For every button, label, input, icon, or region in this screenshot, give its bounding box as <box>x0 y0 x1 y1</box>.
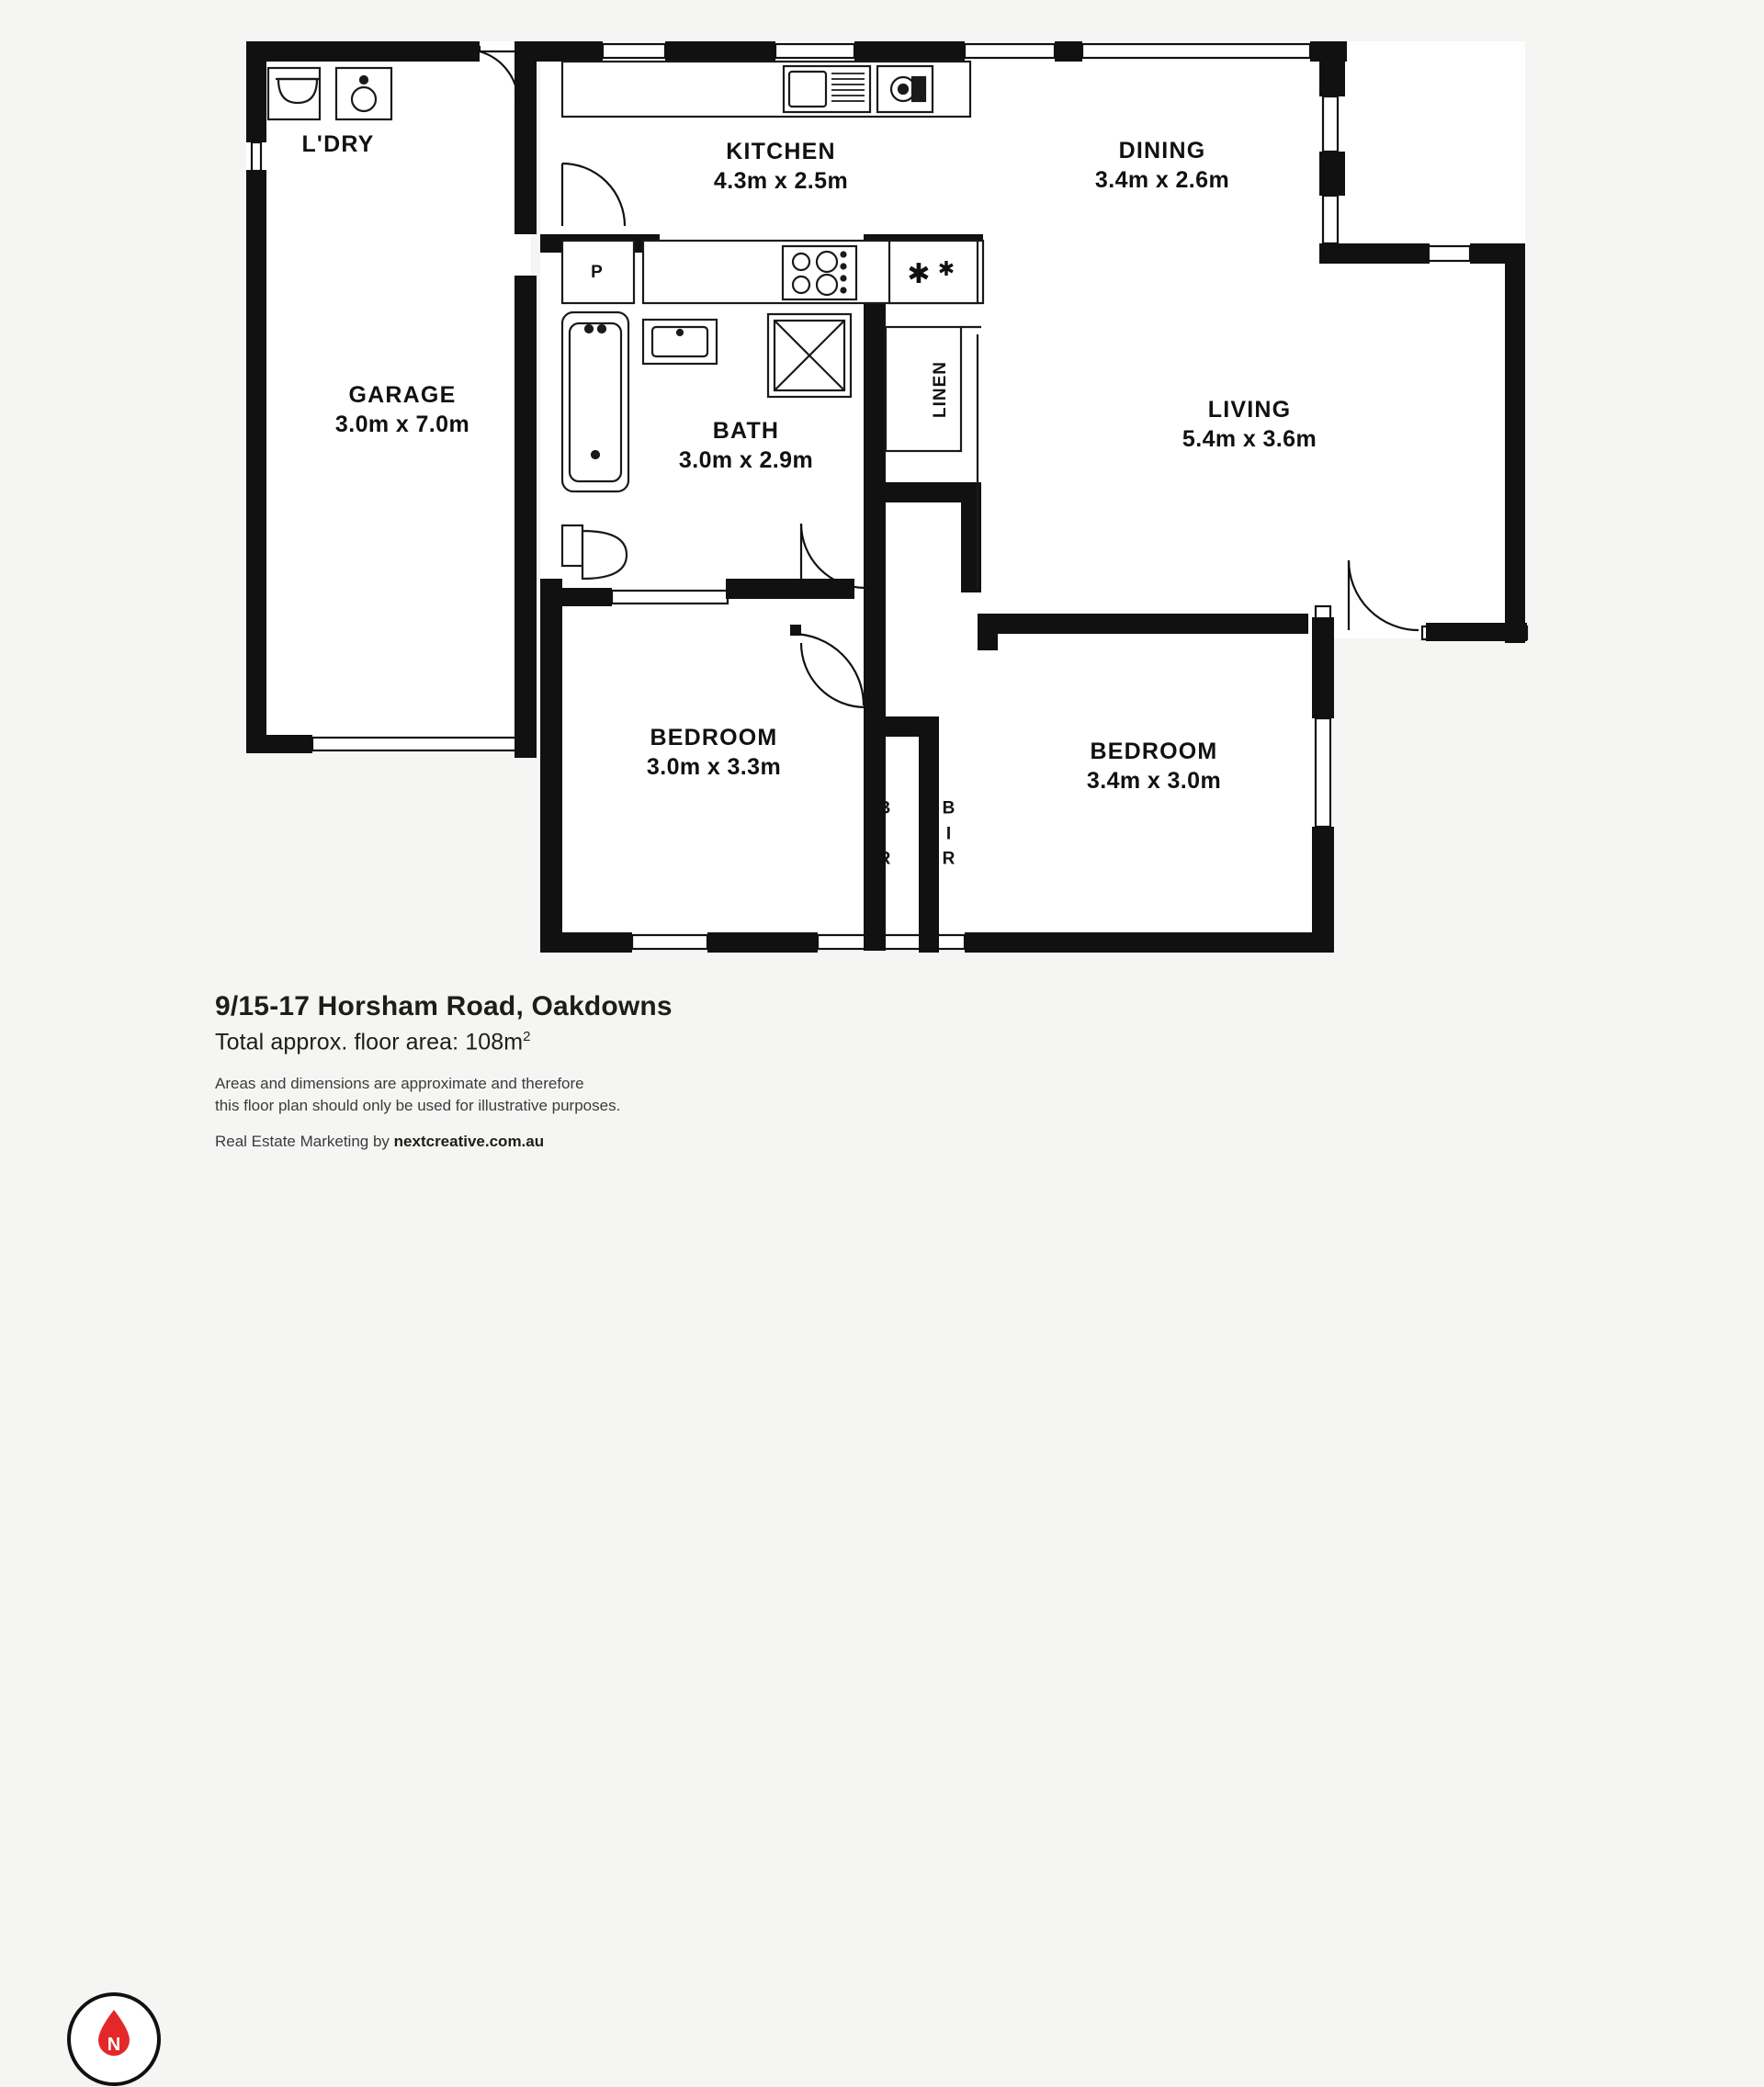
room-label-kitchen <box>714 137 848 196</box>
floor-area-text <box>215 1029 1042 1055</box>
room-name: BATH <box>712 418 780 444</box>
svg-text:✱: ✱ <box>907 259 931 289</box>
room-name: BEDROOM <box>650 725 778 750</box>
credit-text <box>215 1133 1042 1151</box>
property-address: 9/15-17 Horsham Road, Oakdowns <box>215 991 673 1021</box>
room-dims: 3.0m x 7.0m <box>334 412 470 437</box>
disclaimer-line-2: this floor plan should only be used for illustrative purposes. <box>215 1096 621 1114</box>
disclaimer-line-1: Areas and dimensions are approximate and therefore <box>215 1075 584 1093</box>
footer <box>0 974 1764 2055</box>
area-superscript: 2 <box>523 1029 531 1044</box>
room-label-bedroom-1 <box>647 723 781 782</box>
svg-text:N: N <box>107 2035 121 2055</box>
room-dims: 4.3m x 2.5m <box>713 168 849 194</box>
svg-text:✱: ✱ <box>937 257 956 280</box>
linen-label: LINEN <box>931 361 950 418</box>
room-dims: 5.4m x 3.6m <box>1182 426 1317 452</box>
room-name: DINING <box>1118 138 1206 164</box>
credit-link[interactable]: nextcreative.com.au <box>393 1133 545 1151</box>
floor-area-value: Total approx. floor area: 108m <box>215 1029 524 1055</box>
room-label-dining <box>1095 136 1229 195</box>
room-dims: 3.0m x 3.3m <box>646 754 782 780</box>
room-dims: 3.4m x 3.0m <box>1086 768 1222 794</box>
room-name: KITCHEN <box>726 139 836 164</box>
toilet-icon <box>562 525 582 566</box>
room-name: GARAGE <box>348 382 457 408</box>
bir-label-1: B I R <box>877 798 892 869</box>
laundry-tub-icon <box>268 68 320 119</box>
pantry-label: P <box>591 263 604 282</box>
disclaimer-text <box>215 1073 1042 1116</box>
room-label-living <box>1182 395 1317 454</box>
kitchen-lower-bench <box>643 241 983 303</box>
room-dims: 3.0m x 2.9m <box>678 447 814 473</box>
bir-label-2: B I R <box>942 798 956 869</box>
room-dims: 3.4m x 2.6m <box>1094 167 1230 193</box>
kitchen-fixtures <box>562 62 970 117</box>
compass-icon <box>66 1991 162 2087</box>
room-label-bedroom-2 <box>1087 737 1221 795</box>
room-name: L'DRY <box>301 131 375 157</box>
room-label-bath <box>679 416 813 475</box>
room-label-garage <box>335 380 469 439</box>
credit-prefix: Real Estate Marketing by <box>215 1133 394 1151</box>
room-name: BEDROOM <box>1090 739 1218 764</box>
room-name: LIVING <box>1207 397 1292 423</box>
room-label-ldry <box>301 130 374 159</box>
